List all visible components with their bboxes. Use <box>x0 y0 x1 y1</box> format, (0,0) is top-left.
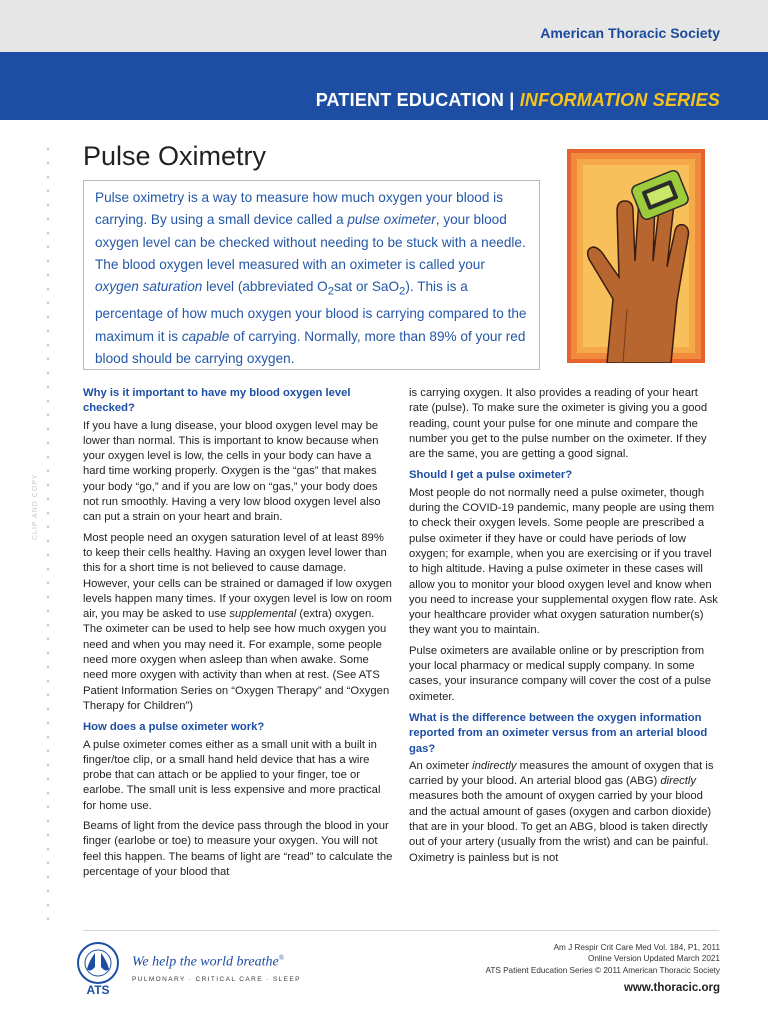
footer-divider <box>83 930 719 931</box>
section-heading: Should I get a pulse oximeter? <box>409 469 573 482</box>
right-column <box>409 386 719 866</box>
intro-emphasis: oxygen saturation <box>95 279 203 295</box>
body-paragraph: Beams of light from the device pass through the blood in your finger (earlobe or toe) to measure your oxygen. You will not feel this happen. The beams of light are “read” to calculate the percentage of your blood that <box>83 820 393 878</box>
body-paragraph: Most people do not normally need a pulse oximeter, though during the COVID-19 pandemic, many people are using them to check their oxygen levels. Some people are prescribed a pulse oximeter if they have or could have periods of low oxygen; for example, when you are exercising or if you travel to high altitude. Having a pulse oximeter in these cases will allow you to monitor your blood oxygen level and know when you need to increase your supplemental oxygen flow rate. Ask your healthcare provider what oxygen saturation number(s) they want you to maintain. <box>409 486 718 637</box>
ats-seal-logo <box>74 941 122 997</box>
section-heading: How does a pulse oximeter work? <box>83 721 265 734</box>
logo-text: ATS <box>86 983 110 997</box>
trademark-mark: ® <box>278 954 285 962</box>
intro-text: level (abbreviated O <box>202 279 328 295</box>
intro-text: of carrying. Normally, more than 89% of your red blood should be carrying oxygen. <box>95 328 526 366</box>
intro-text: sat or SaO <box>334 279 400 295</box>
citation-block <box>486 942 721 976</box>
body-text: measures the amount of oxygen that is carried by your blood. An arterial blood gas (ABG) <box>409 759 714 788</box>
banner-series-text: INFORMATION SERIES <box>519 90 720 110</box>
left-column <box>83 386 393 880</box>
body-text: An oximeter <box>409 759 473 772</box>
body-paragraph: A pulse oximeter comes either as a small unit with a built in finger/toe clip, or a small hand held device that has a wire probe that can attach or be applied to your finger, toe or earlobe. The small unit is less expensive and more practical for home use. <box>83 738 381 812</box>
intro-text: , your blood oxygen level can be checked without needing to be stuck with a needle. The blood oxygen level measured with an oximeter is called your <box>95 212 526 272</box>
section-heading: What is the difference between the oxygen information reported from an oximeter versus from an arterial blood gas? <box>409 711 708 755</box>
body-paragraph <box>83 531 393 715</box>
body-emphasis: directly <box>660 775 697 788</box>
body-emphasis: supplemental <box>229 608 297 621</box>
intro-box <box>83 180 540 370</box>
intro-text: ). This is a percentage of how much oxygen your blood is carrying compared to the maximum it is <box>95 279 527 344</box>
intro-paragraph <box>95 187 529 370</box>
subscript: 2 <box>399 285 406 298</box>
subscript: 2 <box>327 285 335 298</box>
hand-with-pulse-oximeter-illustration <box>567 149 705 363</box>
organization-name: American Thoracic Society <box>540 25 720 41</box>
page-title: Pulse Oximetry <box>83 141 267 171</box>
sub-tagline: PULMONARY · CRITICAL CARE · SLEEP <box>132 976 301 983</box>
banner-left-text: PATIENT EDUCATION | <box>315 90 520 110</box>
section-heading: Why is it important to have my blood oxygen level checked? <box>83 387 351 415</box>
citation-line: ATS Patient Education Series © 2011 American Thoracic Society <box>485 965 720 975</box>
body-text: measures both the amount of oxygen carried by your blood and the actual amount of gases (oxygen and carbon dioxide) that are in your blood. To get an ABG, blood is taken directly out of your artery (usually from the wrist) and can be painful. Oximetry is painless but is not <box>409 790 712 864</box>
body-paragraph: Pulse oximeters are available online or by prescription from your local pharmacy or medical supply company. In some cases, your insurance company will cover the cost of a pulse oximeter. <box>409 644 712 703</box>
body-paragraph: is carrying oxygen. It also provides a reading of your heart rate (pulse). To make sure the oximeter is giving you a good reading, count your pulse for one minute and compare the number you get to the pulse number on the oximeter. If they are the same, you are getting a good signal. <box>409 387 708 461</box>
top-bar <box>0 0 768 52</box>
body-paragraph: If you have a lung disease, your blood oxygen level may be lower than normal. This is important to know because when your oxygen level is low, the cells in your body can have a hard time working properly. Oxygen is the “gas” that makes your body “go,” and if you are low on “gas,” your body does not run smoothly. Having a very low blood oxygen level also can put a strain on your heart and brain. <box>83 419 381 524</box>
body-text: (extra) oxygen. The oximeter can be used to help see how much oxygen you need and when you may need it. For example, some people need more oxygen when asleep than when awake. Some need more oxygen with activity than when at rest. (See ATS Patient Information Series on “Oxygen Therapy” and “Oxygen Therapy for Children”) <box>83 608 390 712</box>
tagline-text: We help the world breathe <box>132 954 279 970</box>
intro-emphasis: pulse oximeter <box>347 212 436 228</box>
website-link[interactable]: www.thoracic.org <box>623 982 720 994</box>
body-text: Most people need an oxygen saturation level of at least 89% to keep their cells healthy. Having an oxygen level lower than this for a short time is not believed to cause damage. However, your cells can be strained or damaged if low oxygen levels happen many times. If your oxygen level is low on room air, you may be asked to use <box>83 531 392 621</box>
intro-emphasis: capable <box>181 328 230 344</box>
body-emphasis: indirectly <box>472 759 517 772</box>
clip-dotted-line <box>46 142 50 924</box>
clip-and-copy-label: CLIP AND COPY <box>32 473 39 540</box>
intro-text: Pulse oximetry is a way to measure how much oxygen your blood is carrying. By using a small device called a <box>95 190 503 228</box>
citation-line: Am J Respir Crit Care Med Vol. 184, P1, 2011 <box>553 943 720 952</box>
banner-title <box>316 90 720 111</box>
tagline <box>132 954 284 971</box>
series-banner <box>0 52 768 120</box>
body-paragraph <box>409 759 719 866</box>
citation-line: Online Version Updated March 2021 <box>588 954 720 964</box>
